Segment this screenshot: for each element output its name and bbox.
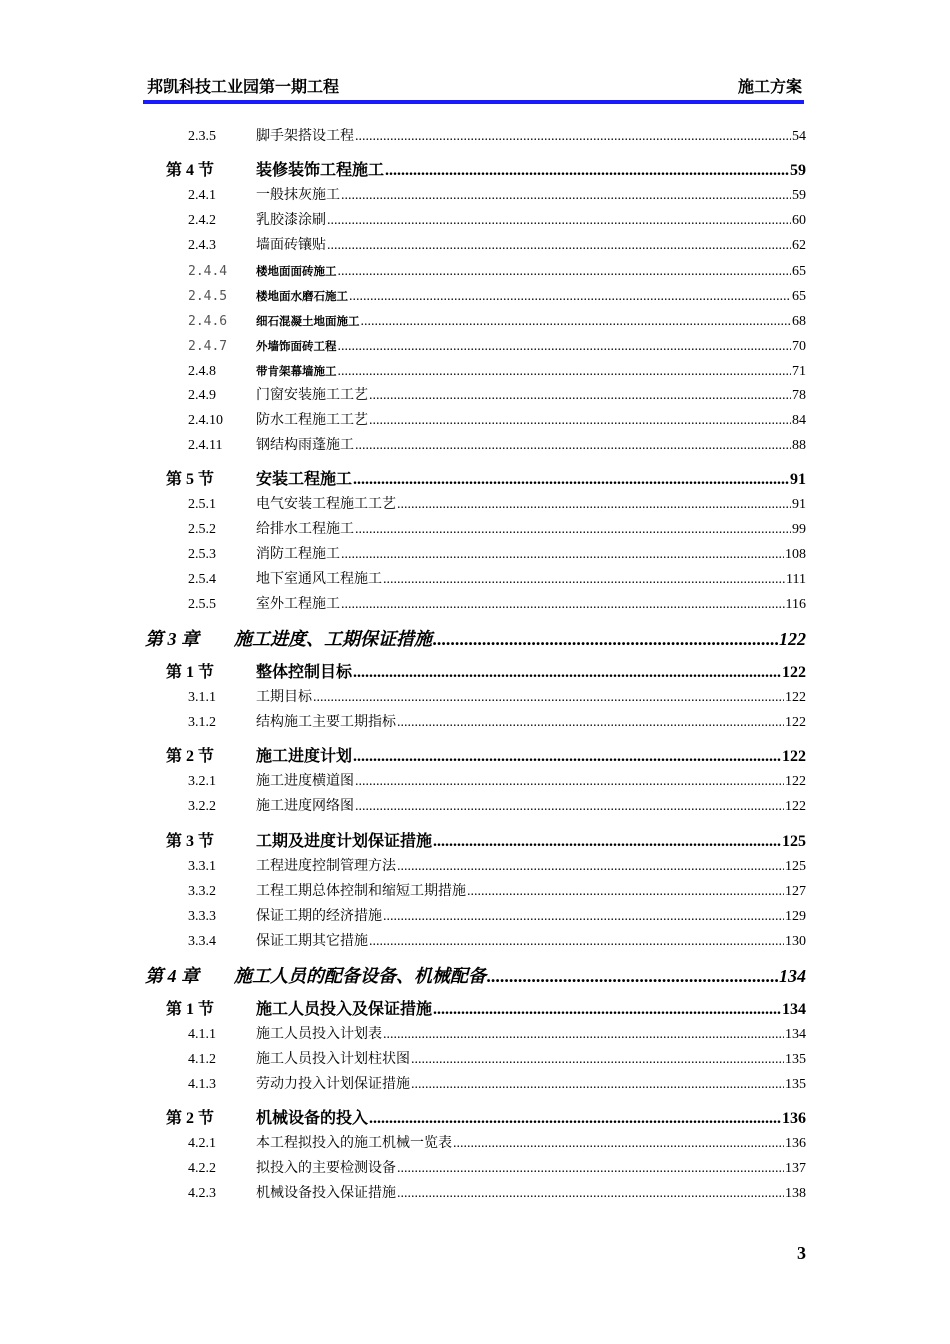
toc-entry-page: 136 [782,1110,806,1127]
dot-leader [411,1050,784,1070]
dot-leader [369,386,791,406]
toc-entry-page: 78 [792,388,806,403]
dot-leader [338,262,792,282]
toc-entry-title: 本工程拟投入的施工机械一览表 [256,1136,452,1151]
toc-entry-number: 2.5.3 [188,547,216,562]
toc-entry-sec[interactable] [166,160,806,182]
toc-entry-page: 84 [792,413,806,428]
dot-leader [397,1184,784,1204]
toc-entry-number: 2.4.6 [188,314,228,329]
toc-entry-sub[interactable] [188,545,806,565]
dot-leader [349,287,791,307]
toc-entry-title: 保证工期的经济措施 [256,909,382,924]
toc-entry-number: 3.2.1 [188,774,216,789]
dot-leader [397,495,791,515]
toc-entry-title: 工程工期总体控制和缩短工期措施 [256,884,466,899]
toc-entry-page: 88 [792,438,806,453]
toc-entry-page: 127 [785,884,806,899]
toc-entry-number: 2.4.9 [188,388,216,403]
toc-entry-number: 第 4 节 [166,162,215,179]
toc-entry-sub[interactable] [188,570,806,590]
toc-entry-title: 门窗安装施工工艺 [256,388,368,403]
dot-leader [341,545,784,565]
dot-leader [433,627,778,651]
dot-leader [433,999,781,1021]
toc-entry-number: 2.4.7 [188,339,228,354]
toc-entry-title: 保证工期其它措施 [256,934,368,949]
toc-entry-number: 4.1.1 [188,1027,216,1042]
toc-entry-page: 122 [782,748,806,765]
dot-leader [355,127,791,147]
dot-leader [383,907,784,927]
toc-entry-number: 第 3 节 [166,833,215,850]
toc-entry-number: 2.4.2 [188,213,216,228]
toc-entry-number: 2.5.5 [188,597,216,612]
toc-entry-number: 2.4.5 [188,289,228,304]
dot-leader [397,1159,784,1179]
toc-entry-sec[interactable] [166,1108,806,1130]
toc-entry-sub[interactable] [188,932,806,952]
toc-entry-page: 122 [785,690,806,705]
toc-entry-title: 施工进度网络图 [256,799,354,814]
toc-entry-ch[interactable] [145,627,806,651]
dot-leader [313,688,784,708]
toc-entry-sub[interactable] [188,857,806,877]
toc-entry-sec[interactable] [166,831,806,853]
toc-entry-page: 135 [785,1052,806,1067]
toc-entry-number: 4.2.3 [188,1186,216,1201]
toc-entry-page: 122 [785,799,806,814]
toc-entry-sub[interactable] [188,882,806,902]
toc-entry-page: 59 [792,188,806,203]
toc-entry-title: 墙面砖镶贴 [256,238,326,253]
toc-entry-number: 2.5.1 [188,497,216,512]
toc-entry-title: 施工人员的配备设备、机械配备 [234,966,486,986]
toc-entry-title: 劳动力投入计划保证措施 [256,1077,410,1092]
toc-entry-page: 134 [779,966,806,986]
toc-entry-sub[interactable] [188,1134,806,1154]
toc-entry-sub[interactable] [188,211,806,231]
toc-entry-sub[interactable] [188,386,806,406]
toc-entry-sub[interactable] [188,520,806,540]
toc-entry-title: 施工人员投入及保证措施 [256,1001,433,1018]
toc-entry-title: 施工人员投入计划表 [256,1027,382,1042]
toc-entry-sub[interactable] [188,1025,806,1045]
toc-entry-page: 71 [792,364,806,379]
dot-leader [467,882,784,902]
toc-entry-title: 施工人员投入计划柱状图 [256,1052,410,1067]
toc-entry-title: 防水工程施工工艺 [256,413,368,428]
toc-entry-page: 116 [785,597,806,612]
toc-entry-page: 91 [790,471,806,488]
toc-entry-page: 99 [792,522,806,537]
toc-entry-page: 122 [782,664,806,681]
toc-entry-number: 2.4.8 [188,364,216,379]
dot-leader [383,570,785,590]
toc-entry-sub[interactable] [188,261,806,282]
toc-entry-page: 60 [792,213,806,228]
toc-entry-number: 2.4.10 [188,413,223,428]
toc-entry-page: 70 [792,339,806,354]
toc-entry-sec[interactable] [166,746,806,768]
toc-entry-sub[interactable] [188,186,806,206]
toc-entry-page: 136 [785,1136,806,1151]
dot-leader [385,160,789,182]
dot-leader [383,1025,784,1045]
dot-leader [353,746,781,768]
dot-leader [353,662,781,684]
toc-entry-number: 第 4 章 [145,966,199,986]
toc-entry-page: 65 [792,264,806,279]
toc-entry-number: 3.1.1 [188,690,216,705]
toc-entry-number: 2.5.2 [188,522,216,537]
toc-entry-sec[interactable] [166,999,806,1021]
toc-entry-sub[interactable] [188,436,806,456]
dot-leader [361,312,792,332]
toc-entry-number: 第 1 节 [166,664,215,681]
toc-entry-number: 3.1.2 [188,715,216,730]
toc-entry-number: 2.4.4 [188,264,228,279]
toc-entry-page: 135 [785,1077,806,1092]
toc-entry-title: 施工进度、工期保证措施 [234,629,432,649]
toc-entry-number: 第 2 节 [166,748,215,765]
toc-entry-title: 乳胶漆涂刷 [256,213,326,228]
toc-entry-sub[interactable] [188,311,806,332]
toc-entry-number: 第 5 节 [166,471,215,488]
toc-entry-page: 91 [792,497,806,512]
dot-leader [369,411,791,431]
toc-entry-title: 外墙饰面砖工程 [256,339,337,353]
toc-entry-title: 装修装饰工程施工 [256,162,385,179]
toc-entry-page: 68 [792,314,806,329]
toc-entry-page: 129 [785,909,806,924]
toc-entry-sub[interactable] [188,286,806,307]
toc-entry-number: 第 1 节 [166,1001,215,1018]
toc-entry-number: 3.3.2 [188,884,216,899]
toc-entry-page: 62 [792,238,806,253]
toc-entry-sec[interactable] [166,662,806,684]
toc-entry-sub[interactable] [188,495,806,515]
toc-entry-sub[interactable] [188,336,806,357]
toc-entry-title: 一般抹灰施工 [256,188,340,203]
dot-leader [355,797,784,817]
toc-entry-page: 108 [785,547,806,562]
dot-leader [338,337,792,357]
toc-entry-title: 带肯架幕墙施工 [256,364,337,378]
dot-leader [453,1134,784,1154]
toc-entry-page: 122 [779,629,806,649]
toc-entry-title: 施工进度横道图 [256,774,354,789]
toc-entry-page: 65 [792,289,806,304]
toc-entry-number: 4.1.2 [188,1052,216,1067]
toc-entry-number: 3.3.1 [188,859,216,874]
toc-entry-title: 机械设备投入保证措施 [256,1186,396,1201]
toc-entry-number: 2.3.5 [188,129,216,144]
toc-entry-sub[interactable] [188,127,806,147]
dot-leader [433,831,781,853]
toc-entry-page: 59 [790,162,806,179]
toc-entry-sub[interactable] [188,713,806,733]
toc-entry-title: 细石混凝土地面施工 [256,314,360,328]
toc-entry-page: 54 [792,129,806,144]
toc-entry-sub[interactable] [188,772,806,792]
toc-entry-number: 3.3.4 [188,934,216,949]
dot-leader [353,469,789,491]
document-type: 施工方案 [737,79,802,96]
toc-entry-title: 整体控制目标 [256,664,353,681]
toc-entry-title: 安装工程施工 [256,471,353,488]
toc-entry-sub[interactable] [188,797,806,817]
dot-leader [369,1108,781,1130]
toc-entry-number: 2.4.11 [188,438,223,453]
dot-leader [397,713,784,733]
toc-entry-page: 122 [785,774,806,789]
dot-leader [355,436,791,456]
toc-entry-sub[interactable] [188,1075,806,1095]
toc-entry-number: 3.2.2 [188,799,216,814]
toc-entry-title: 室外工程施工 [256,597,340,612]
toc-entry-number: 2.5.4 [188,572,216,587]
toc-entry-sub[interactable] [188,595,806,615]
toc-entry-number: 3.3.3 [188,909,216,924]
toc-entry-sub[interactable] [188,907,806,927]
dot-leader [411,1075,784,1095]
dot-leader [355,520,791,540]
toc-entry-page: 125 [785,859,806,874]
toc-entry-title: 钢结构雨蓬施工 [256,438,354,453]
toc-entry-number: 4.2.1 [188,1136,216,1151]
toc-entry-page: 134 [782,1001,806,1018]
toc-entry-page: 130 [785,934,806,949]
dot-leader [487,964,778,988]
dot-leader [327,236,791,256]
dot-leader [397,857,784,877]
dot-leader [341,186,791,206]
toc-entry-ch[interactable] [145,964,806,988]
toc-entry-sub[interactable] [188,411,806,431]
toc-entry-sub[interactable] [188,1050,806,1070]
toc-entry-number: 2.4.3 [188,238,216,253]
toc-entry-title: 机械设备的投入 [256,1110,369,1127]
page-number: 3 [797,1243,806,1263]
toc-entry-title: 拟投入的主要检测设备 [256,1161,396,1176]
toc-entry-sub[interactable] [188,236,806,256]
toc-entry-title: 楼地面面砖施工 [256,264,337,278]
toc-entry-number: 4.1.3 [188,1077,216,1092]
toc-entry-number: 第 2 节 [166,1110,215,1127]
toc-entry-title: 电气安装工程施工工艺 [256,497,396,512]
dot-leader [341,595,785,615]
toc-entry-number: 4.2.2 [188,1161,216,1176]
toc-entry-title: 消防工程施工 [256,547,340,562]
toc-entry-title: 工期目标 [256,690,312,705]
toc-entry-title: 给排水工程施工 [256,522,354,537]
dot-leader [369,932,784,952]
project-title: 邦凯科技工业园第一期工程 [147,79,340,96]
toc-entry-page: 138 [785,1186,806,1201]
toc-entry-title: 脚手架搭设工程 [256,129,354,144]
toc-entry-page: 137 [785,1161,806,1176]
toc-entry-page: 111 [786,572,806,587]
toc-entry-number: 2.4.1 [188,188,216,203]
toc-entry-sec[interactable] [166,469,806,491]
dot-leader [355,772,784,792]
toc-entry-sub[interactable] [188,1184,806,1204]
toc-entry-sub[interactable] [188,1159,806,1179]
toc-entry-title: 工期及进度计划保证措施 [256,833,433,850]
toc-entry-title: 结构施工主要工期指标 [256,715,396,730]
toc-entry-page: 122 [785,715,806,730]
toc-entry-title: 工程进度控制管理方法 [256,859,396,874]
dot-leader [327,211,791,231]
toc-entry-number: 第 3 章 [145,629,199,649]
dot-leader [338,362,792,382]
toc-entry-page: 125 [782,833,806,850]
toc-entry-page: 134 [785,1027,806,1042]
toc-entry-sub[interactable] [188,688,806,708]
toc-entry-title: 楼地面水磨石施工 [256,289,348,303]
toc-entry-title: 施工进度计划 [256,748,353,765]
toc-entry-title: 地下室通风工程施工 [256,572,382,587]
toc-entry-sub[interactable] [188,361,806,382]
